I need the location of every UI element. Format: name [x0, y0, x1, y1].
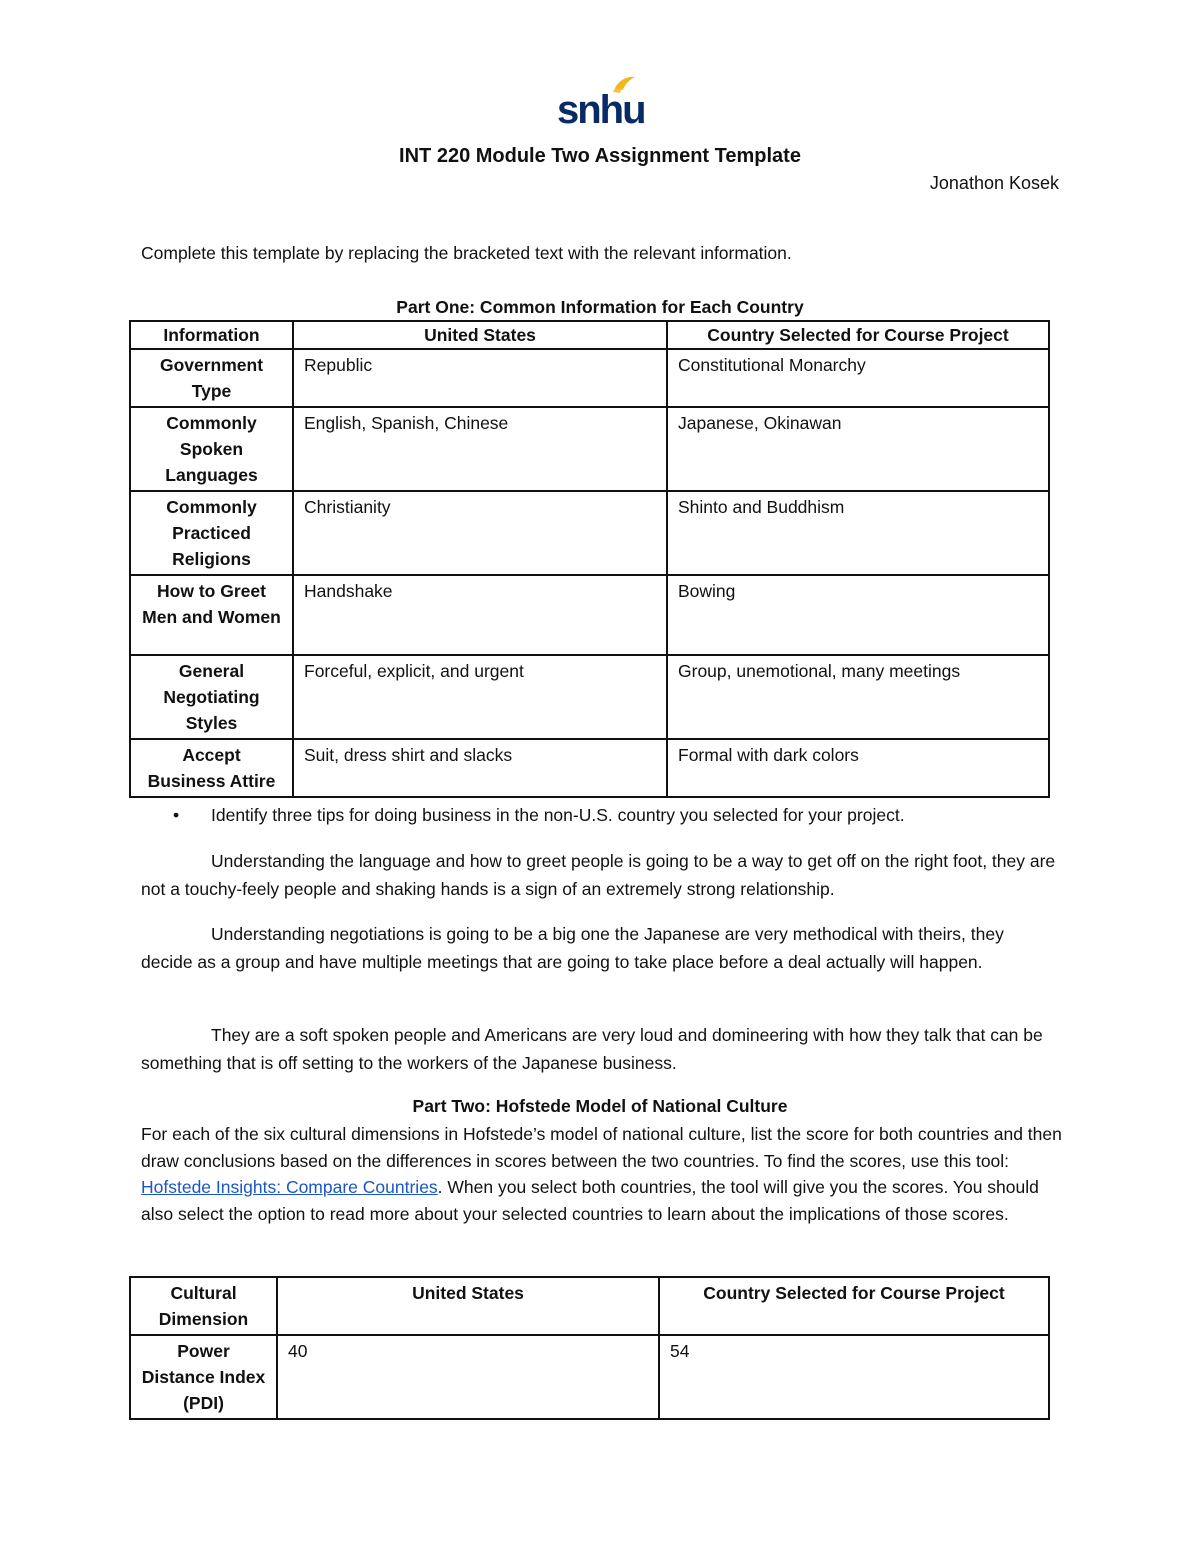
row-label: Commonly Practiced Religions [130, 491, 293, 575]
header-cell: Country Selected for Course Project [667, 321, 1049, 349]
logo-wordmark: snhu [557, 88, 645, 132]
row-label: Commonly Spoken Languages [130, 407, 293, 491]
table-row [130, 655, 1049, 739]
header-cell: Cultural Dimension [130, 1277, 277, 1335]
us-score: 40 [277, 1335, 659, 1419]
other-country-value: Japanese, Okinawan [667, 407, 1049, 491]
other-country-value: Formal with dark colors [667, 739, 1049, 797]
row-label: Government Type [130, 349, 293, 407]
header-cell: Information [130, 321, 293, 349]
part-two-instructions [141, 1121, 1071, 1227]
table-header-row [130, 1277, 1049, 1335]
other-country-score: 54 [659, 1335, 1049, 1419]
part-one-heading: Part One: Common Information for Each Country [396, 297, 804, 317]
row-label: Power Distance Index (PDI) [130, 1335, 277, 1419]
hofstede-compare-link[interactable]: Hofstede Insights: Compare Countries [141, 1177, 438, 1197]
table-row [130, 349, 1049, 407]
us-value: Forceful, explicit, and urgent [293, 655, 667, 739]
tip-paragraph: Understanding the language and how to greet people is going to be a way to get off on the right foot, they are not a touchy-feely people and shaking hands is a sign of an extremely strong relationship. [141, 851, 1056, 899]
table-row [130, 739, 1049, 797]
author-name: Jonathon Kosek [929, 173, 1059, 193]
table-row [130, 491, 1049, 575]
table-row [130, 575, 1049, 655]
row-label: General Negotiating Styles [130, 655, 293, 739]
other-country-value: Group, unemotional, many meetings [667, 655, 1049, 739]
intro-text: For each of the six cultural dimensions in Hofstede’s model of national culture, list the score for both countries and then draw conclusions based on the differences in scores between the two countries. To find the scores, use this tool: [141, 1124, 1062, 1171]
part-two-heading: Part Two: Hofstede Model of National Culture [412, 1096, 788, 1116]
other-country-value: Constitutional Monarchy [667, 349, 1049, 407]
hofstede-table [129, 1276, 1050, 1420]
bullet-symbol: • [173, 805, 180, 825]
table-row [130, 407, 1049, 491]
tip-paragraph: They are a soft spoken people and Americans are very loud and domineering with how they talk that can be something that is off setting to the workers of the Japanese business. [141, 1025, 1043, 1073]
other-country-value: Shinto and Buddhism [667, 491, 1049, 575]
us-value: Suit, dress shirt and slacks [293, 739, 667, 797]
bullet-text: Identify three tips for doing business in the non-U.S. country you selected for your project. [211, 805, 905, 825]
tip-paragraph: Understanding negotiations is going to be a big one the Japanese are very methodical with theirs, they decide as a group and have multiple meetings that are going to take place before a deal actually will happen. [141, 924, 1004, 972]
intro-text-continued: . When you select both countries, the tool will give you the scores. You should also select the option to read more about your selected countries to learn about the implications of those scores. [141, 1177, 1039, 1224]
us-value: English, Spanish, Chinese [293, 407, 667, 491]
document-title: INT 220 Module Two Assignment Template [399, 145, 801, 167]
snhu-logo [557, 74, 645, 132]
country-info-table [129, 320, 1050, 798]
header-cell: Country Selected for Course Project [659, 1277, 1049, 1335]
header-cell: United States [277, 1277, 659, 1335]
us-value: Republic [293, 349, 667, 407]
header-cell: United States [293, 321, 667, 349]
bullet-item [173, 805, 905, 826]
instruction-text: Complete this template by replacing the bracketed text with the relevant information. [141, 243, 792, 263]
row-label: How to Greet Men and Women [130, 575, 293, 655]
other-country-value: Bowing [667, 575, 1049, 655]
row-label: Accept Business Attire [130, 739, 293, 797]
us-value: Christianity [293, 491, 667, 575]
table-header-row [130, 321, 1049, 349]
us-value: Handshake [293, 575, 667, 655]
table-row [130, 1335, 1049, 1419]
